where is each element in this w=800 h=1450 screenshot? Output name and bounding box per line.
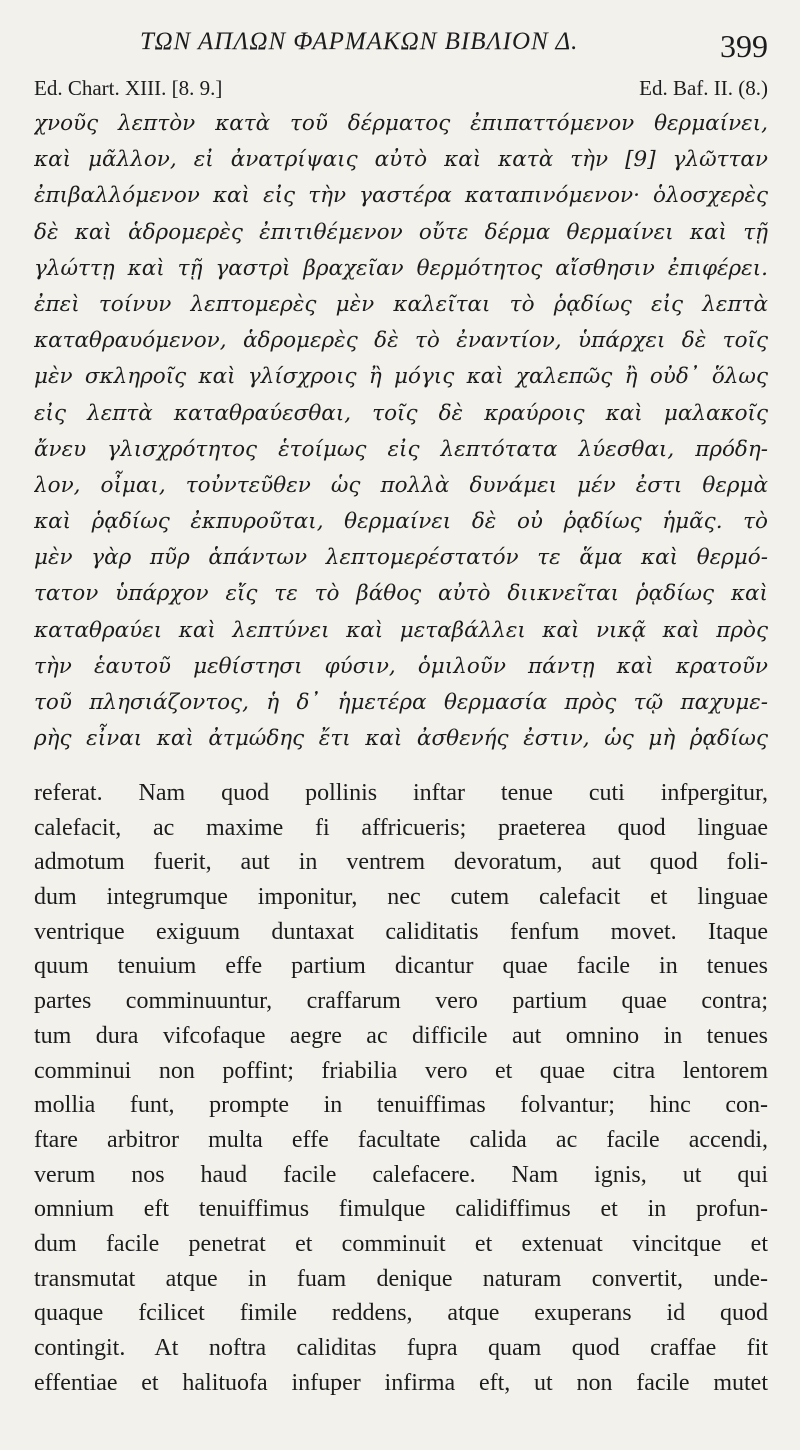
edition-chartier-ref: Ed. Chart. XIII. [8. 9.] (34, 76, 223, 100)
latin-text-line: effentiae et halituofa infuper infirma eft, ut non facile mutet (34, 1369, 768, 1396)
latin-text-line: transmutat atque in fuam denique naturam convertit, unde- (34, 1265, 768, 1292)
edition-basel-ref: Ed. Baf. II. (8.) (639, 76, 768, 100)
latin-text-line: tum dura vifcofaque aegre ac difficile aut omnino in tenues (34, 1022, 768, 1049)
greek-text-line: τατον ὑπάρχον εἴς τε τὸ βάθος αὐτὸ διικνεῖται ῥᾳδίως καὶ (34, 581, 768, 607)
latin-text-line: quum tenuium effe partium dicantur quae facile in tenues (34, 953, 768, 980)
latin-text-line: mollia funt, prompte in tenuiffimas folvantur; hinc con- (34, 1092, 768, 1119)
greek-text-line: εἰς λεπτὰ καταθραύεσθαι, τοῖς δὲ κραύροις καὶ μαλακοῖς (34, 400, 768, 426)
latin-text-line: dum facile penetrat et comminuit et extenuat vincitque et (34, 1230, 768, 1257)
greek-text-line: γλώττῃ καὶ τῇ γαστρὶ βραχεῖαν θερμότητος αἴσθησιν ἐπιφέρει. (34, 255, 768, 281)
greek-text-line: ἐπιβαλλόμενον καὶ εἰς τὴν γαστέρα καταπινόμενον· ὁλοσχερὲς (34, 183, 768, 209)
greek-text-line: μὲν γὰρ πῦρ ἁπάντων λεπτομερέστατόν τε ἅμα καὶ θερμό- (34, 545, 768, 571)
latin-text-line: calefacit, ac maxime fi affricueris; praeterea quod linguae (34, 814, 768, 841)
running-title: ΤΩΝ ΑΠΛΩΝ ΦΑΡΜΑΚΩΝ ΒΙΒΛΙΟΝ Δ. (140, 28, 579, 55)
latin-text-line: quaque fcilicet fimile reddens, atque exuperans id quod (34, 1300, 768, 1327)
edition-reference-line (34, 76, 768, 106)
greek-text-line: ἐπεὶ τοίνυν λεπτομερὲς μὲν καλεῖται τὸ ῥᾳδίως εἰς λεπτὰ (34, 291, 768, 317)
latin-text-block (34, 776, 768, 1400)
latin-text-line: dum integrumque imponitur, nec cutem calefacit et linguae (34, 884, 768, 911)
greek-text-line: καὶ ῥᾳδίως ἐκπυροῦται, θερμαίνει δὲ οὐ ῥᾳδίως ἡμᾶς. τὸ (34, 509, 768, 535)
greek-text-line: χνοῦς λεπτὸν κατὰ τοῦ δέρματος ἐπιπαττόμενον θερμαίνει, (34, 111, 768, 136)
greek-text-line: ρὴς εἶναι καὶ ἀτμώδης ἔτι καὶ ἀσθενής ἐστιν, ὡς μὴ ῥᾳδίως (34, 726, 768, 752)
greek-text-line: καταθραυόμενον, ἁδρομερὲς δὲ τὸ ἐναντίον, ὑπάρχει δὲ τοῖς (34, 328, 768, 354)
latin-text-line: contingit. At noftra caliditas fupra quam quod craffae fit (34, 1335, 768, 1361)
latin-text-line: ftare arbitror multa effe facultate calida ac facile accendi, (34, 1126, 768, 1153)
latin-text-line: ventrique exiguum duntaxat caliditatis fenfum movet. Itaque (34, 918, 768, 945)
greek-text-line: τὴν ἑαυτοῦ μεθίστησι φύσιν, ὁμιλοῦν πάντῃ καὶ κρατοῦν (34, 653, 768, 679)
latin-text-line: referat. Nam quod pollinis inftar tenue cuti infpergitur, (34, 780, 768, 806)
latin-text-line: partes comminuuntur, craffarum vero partium quae contra; (34, 988, 768, 1015)
latin-text-line: comminui non poffint; friabilia vero et quae citra lentorem (34, 1057, 768, 1084)
running-head (0, 28, 800, 68)
greek-text-line: μὲν σκληροῖς καὶ γλίσχροις ἢ μόγις καὶ χαλεπῶς ἢ οὐδ᾽ ὅλως (34, 364, 768, 390)
greek-text-line: καταθραύει καὶ λεπτύνει καὶ μεταβάλλει καὶ νικᾷ καὶ πρὸς (34, 617, 768, 643)
greek-text-line: καὶ μᾶλλον, εἰ ἀνατρίψαις αὐτὸ καὶ κατὰ τὴν [9] γλῶτταν (34, 147, 768, 173)
greek-text-block (34, 106, 768, 757)
greek-text-line: λον, οἶμαι, τοὐντεῦθεν ὡς πολλὰ δυνάμει μέν ἐστι θερμὰ (34, 472, 768, 498)
greek-text-line: ἄνευ γλισχρότητος ἑτοίμως εἰς λεπτότατα λύεσθαι, πρόδη- (34, 436, 768, 462)
page-number: 399 (720, 28, 768, 64)
latin-text-line: omnium eft tenuiffimus fimulque calidiffimus et in profun- (34, 1196, 768, 1223)
greek-text-line: τοῦ πλησιάζοντος, ἡ δ᾽ ἡμετέρα θερμασία πρὸς τῷ παχυμε- (34, 690, 768, 715)
greek-text-line: δὲ καὶ ἁδρομερὲς ἐπιτιθέμενον οὔτε δέρμα θερμαίνει καὶ τῇ (34, 219, 768, 245)
latin-text-line: verum nos haud facile calefacere. Nam ignis, ut qui (34, 1161, 768, 1188)
latin-text-line: admotum fuerit, aut in ventrem devoratum, aut quod foli- (34, 849, 768, 876)
